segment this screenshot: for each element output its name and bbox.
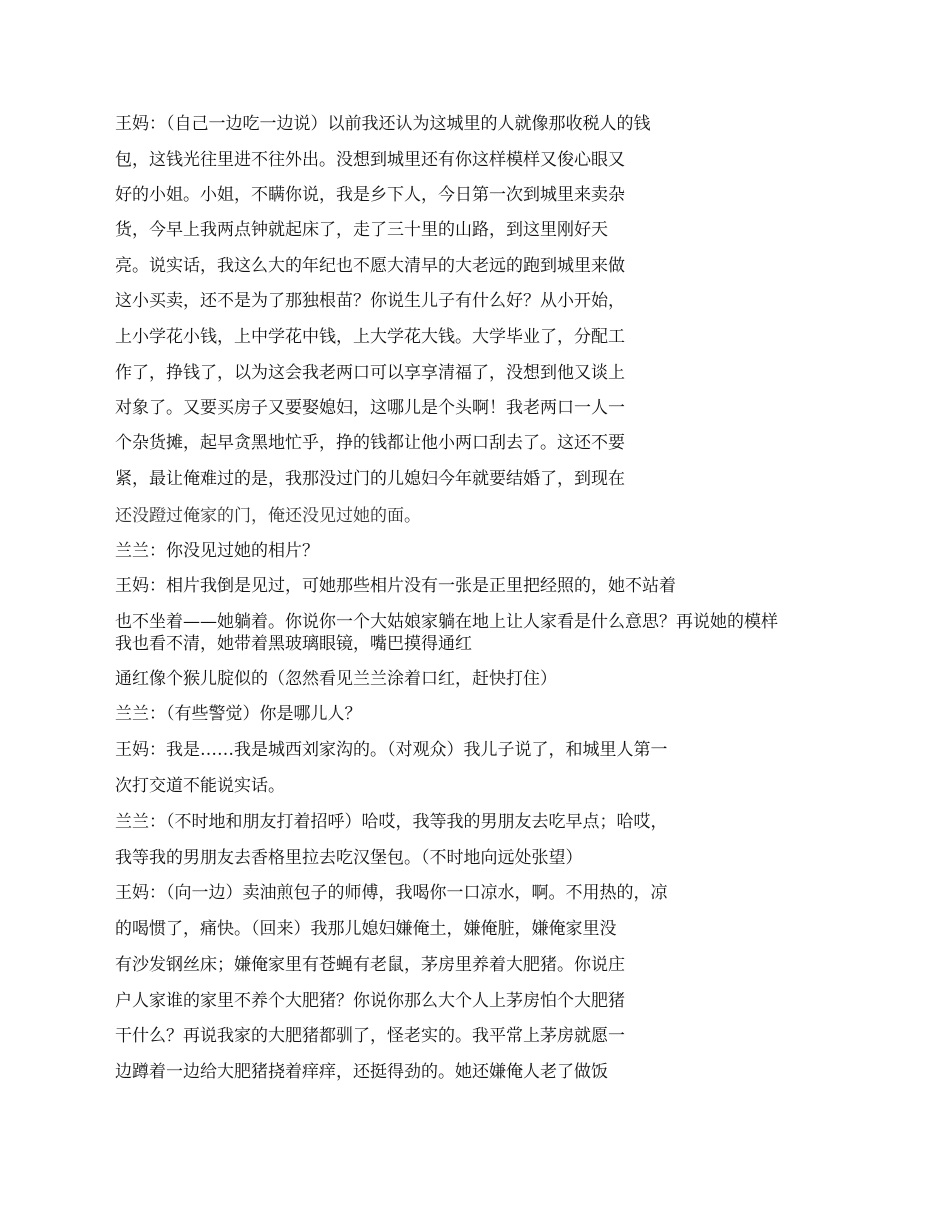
dialogue-line: 兰兰：（有些警觉）你是哪儿人？ xyxy=(115,704,362,724)
dialogue-line: 王妈：（向一边）卖油煎包子的师傅，我喝你一口凉水，啊。不用热的，凉 xyxy=(115,883,668,903)
dialogue-line: 兰兰：你没见过她的相片？ xyxy=(115,541,319,561)
text-line: 我也看不清，她带着黑玻璃眼镜，嘴巴摸得通红 xyxy=(115,634,472,654)
dialogue-line: 王妈：我是……我是城西刘家沟的。（对观众）我儿子说了，和城里人第一 xyxy=(115,740,668,760)
text-line: 次打交道不能说实话。 xyxy=(115,776,285,796)
text-line: 干什么？再说我家的大肥猪都驯了，怪老实的。我平常上茅房就愿一 xyxy=(115,1026,625,1046)
text-line: 好的小姐。小姐，不瞒你说，我是乡下人，今日第一次到城里来卖杂 xyxy=(115,185,625,205)
text-line: 紧，最让俺难过的是，我那没过门的儿媳妇今年就要结婚了，到现在 xyxy=(115,469,625,489)
text-line: 王妈：（自己一边吃一边说）以前我还认为这城里的人就像那收税人的钱 xyxy=(115,114,651,134)
dialogue-line: 王妈：相片我倒是见过，可她那些相片没有一张是正里把经照的，她不站着 xyxy=(115,576,676,596)
dialogue-line: 兰兰：（不时地和朋友打着招呼）哈哎，我等我的男朋友去吃早点；哈哎， xyxy=(115,812,668,832)
text-line: 还没蹬过俺家的门，俺还没见过她的面。 xyxy=(115,506,421,526)
text-line: 的喝惯了，痛快。（回来）我那儿媳妇嫌俺土，嫌俺脏，嫌俺家里没 xyxy=(115,919,617,939)
text-line: 这小买卖，还不是为了那独根苗？你说生儿子有什么好？从小开始， xyxy=(115,291,625,311)
text-line: 上小学花小钱，上中学花中钱，上大学花大钱。大学毕业了，分配工 xyxy=(115,327,625,347)
text-line: 作了，挣钱了，以为这会我老两口可以享享清福了，没想到他又谈上 xyxy=(115,363,625,383)
text-line: 个杂货摊，起早贪黑地忙乎，挣的钱都让他小两口刮去了。这还不要 xyxy=(115,433,625,453)
text-line: 包，这钱光往里进不往外出。没想到城里还有你这样模样又俊心眼又 xyxy=(115,150,625,170)
text-line: 也不坐着——她躺着。你说你一个大姑娘家躺在地上让人家看是什么意思？再说她的模样 xyxy=(115,612,778,632)
text-line: 边蹲着一边给大肥猪挠着痒痒，还挺得劲的。她还嫌俺人老了做饭 xyxy=(115,1062,608,1082)
text-line: 亮。说实话，我这么大的年纪也不愿大清早的大老远的跑到城里来做 xyxy=(115,256,625,276)
text-line: 户人家谁的家里不养个大肥猪？你说你那么大个人上茅房怕个大肥猪 xyxy=(115,991,625,1011)
text-line: 通红像个猴儿腚似的（忽然看见兰兰涂着口红，赶快打住） xyxy=(115,669,557,689)
text-line: 我等我的男朋友去香格里拉去吃汉堡包。（不时地向远处张望） xyxy=(115,848,583,868)
text-line: 有沙发钢丝床；嫌俺家里有苍蝇有老鼠，茅房里养着大肥猪。你说庄 xyxy=(115,955,625,975)
text-line: 货，今早上我两点钟就起床了，走了三十里的山路，到这里刚好天 xyxy=(115,220,608,240)
text-line: 对象了。又要买房子又要娶媳妇，这哪儿是个头啊！我老两口一人一 xyxy=(115,398,625,418)
